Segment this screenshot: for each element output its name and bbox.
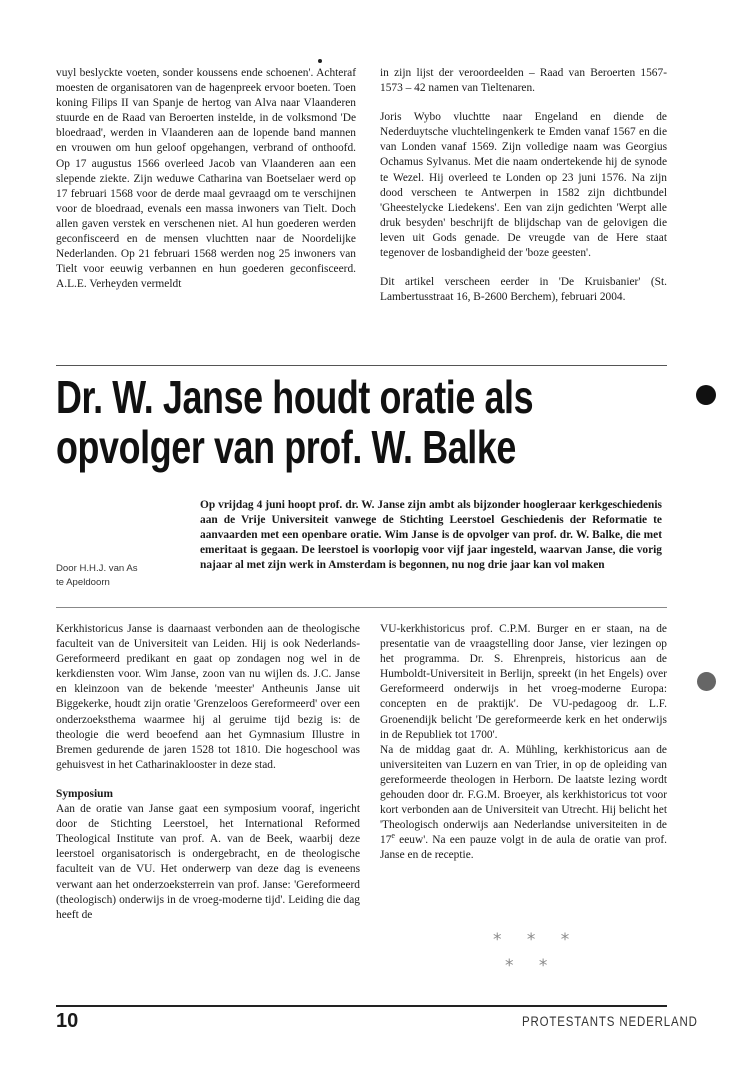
top-right-paragraph-1: in zijn lijst der veroordeelden – Raad van Beroerten 1567-1573 – 42 namen van Tieltenaren.	[380, 67, 667, 95]
superscript-e: e	[391, 831, 395, 841]
article-title-line-2: opvolger van prof. W. Balke	[56, 421, 516, 473]
top-right-paragraph-2: Joris Wybo vluchtte naar Engeland en diende de Nederduytsche vluchtelingenkerk te Emden vanaf 1567 en die van Londen vanaf 1569. Zijn volledige naam was Georgius Ochamus Sylvanus. Met die naam ondertekende hij de synode te Wezel. Hij overleed te Londen op 23 juni 1576. Na zijn dood verscheen te Antwerpen in 1582 zijn dichtbundel 'Gheestelycke Liedekens'. Een van zijn gedichten 'Werpt alle druk besyden' beschrijft de blijdschap van de gelovigen die leven uit Gods genade. De vreugde van de Here staat tegenover de losbandigheid der 'boze geesten'.	[380, 111, 667, 260]
article-title	[56, 372, 555, 472]
article-right-paragraph-1: VU-kerkhistoricus prof. C.P.M. Burger en er staan, na de presentatie van de vraagstelling door Janse, vier lezingen op het programma. Dr. S. Ehrenpreis, historicus aan de Humboldt-Universiteit in Berlijn, spreekt (in het Engels) over Gereformeerd onderwijs in het vroeg-moderne Europa: concepten en de praktijk'. De VU-pedagoog dr. L.F. Groenendijk belicht 'De gereformeerde kerk en het onderwijs in de Republiek tot 1700'.	[380, 623, 667, 741]
byline-author: Door H.H.J. van As	[56, 563, 138, 574]
byline	[56, 562, 186, 590]
margin-dot-grey	[697, 672, 716, 691]
article-left-column	[56, 622, 360, 923]
article-left-paragraph-2: Aan de oratie van Janse gaat een symposium vooraf, ingericht door de Stichting Leerstoel, het International Reformed Theological Institute van prof. A. van de Beek, waarbij deze leerstoel organisatorisch is ondergebracht, en de theologische faculteit van de VU. Het onderwerp van deze dag is eveneens verwant aan het onderzoeksterrein van prof. Janse: 'Gereformeerd (theologisch) onderwijs in de vroeg-moderne tijd'. Leiding die dag heeft de	[56, 803, 360, 921]
stars-row-2: * *	[505, 956, 558, 976]
page-number: 10	[56, 1010, 79, 1032]
title-top-divider	[56, 365, 667, 366]
footer-divider	[56, 1005, 667, 1007]
magazine-name: PROTESTANTS NEDERLAND	[522, 1014, 698, 1029]
margin-dot-large	[696, 385, 716, 405]
article-right-column	[380, 622, 667, 864]
article-right-paragraph-2	[380, 743, 667, 864]
symposium-subheading: Symposium	[56, 787, 113, 800]
paragraph-2-text-b: eeuw'. Na een pauze volgt in de aula de oratie van prof. Janse en de receptie.	[380, 834, 667, 862]
byline-location: te Apeldoorn	[56, 577, 110, 588]
top-left-column	[56, 66, 356, 292]
top-dot-mark	[318, 59, 322, 63]
article-lead: Op vrijdag 4 juni hoopt prof. dr. W. Janse zijn ambt als bijzonder hoogleraar kerkgeschiedenis aan de Vrije Universiteit vanwege de Stichting Leerstoel Geschiedenis der Reformatie te aanvaarden met een openbare oratie. Wim Janse is de opvolger van prof. dr. W. Balke, die met emeritaat is gegaan. De leerstoel is voorlopig voor vijf jaar ingesteld, waarvan Janse, die vorig najaar al met zijn werk in Amsterdam is begonnen, nu nog drie jaar kan vol maken	[200, 499, 662, 572]
top-right-paragraph-3: Dit artikel verscheen eerder in 'De Kruisbanier' (St. Lambertusstraat 16, B-2600 Berchem), februari 2004.	[380, 276, 667, 304]
article-left-paragraph-1: Kerkhistoricus Janse is daarnaast verbonden aan de theologische faculteit van de Universiteit van Leiden. Hij is ook Nederlands-Gereformeerd predikant en gaat op zondagen nog wel in de kerkdiensten voor. Wim Janse, zoon van nu wijlen ds. J.C. Janse en kleinzoon van de bekende 'meester' Antheunis Janse uit Biggekerke, houdt zijn oratie 'Grenzeloos Gereformeerd' over een onderzoeksthema waarmee hij al geruime tijd bezig is: de theologie die werd beoefend aan het Gymnasium Illustre in Bremen gedurende de jaren 1528 tot 1810. Die hogeschool was gehuisvest in het Catharinaklooster in deze stad.	[56, 623, 360, 771]
top-right-column	[380, 66, 667, 305]
top-left-paragraph: vuyl beslyckte voeten, sonder koussens ende schoenen'. Achteraf moesten de organisatoren van de hagenpreek ervoor boeten. Toen koning Filips II van Spanje de hertog van Alva naar Vlaanderen stuurde en de Raad van Beroerten instelde, in de volksmond 'De bloedraad', werden in Vlaanderen aan de lopende band mannen en vrouwen om hun geloof opgehangen, verbrand of onthoofd. Op 17 augustus 1566 overleed Jacob van Vlaanderen aan een slepende ziekte. Zijn weduwe Catharina van Boetselaer werd op 17 februari 1568 voor de derde maal gevraagd om te verschijnen voor de bloedraad, evenals een massa inwoners van Tielt. Doch allen gaven verstek en verschenen niet. Al hun goederen werden geconfisceerd en de mensen vluchtten naar de Noordelijke Nederlanden. Op 21 februari 1568 werden nog 25 inwoners van Tielt voor eeuwig verbannen en hun goederen geconfisceerd. A.L.E. Verheyden vermeldt	[56, 67, 356, 291]
paragraph-2-text-a: Na de middag gaat dr. A. Mühling, kerkhistoricus aan de universiteiten van Luzern en van Trier, in op de opleiding van gereformeerde theologen in Herborn. De laatste lezing wordt gehouden door dr. F.G.M. Broeyer, als kerkhistoricus tot voor kort verbonden aan de Universiteit van Utrecht. Hij belicht het 'Theologisch onderwijs aan Nederlandse universiteiten in de 17	[380, 743, 667, 847]
lead-bottom-divider	[56, 607, 667, 608]
stars-row-1: * * *	[493, 930, 580, 950]
article-title-line-1: Dr. W. Janse houdt oratie als	[56, 371, 534, 423]
